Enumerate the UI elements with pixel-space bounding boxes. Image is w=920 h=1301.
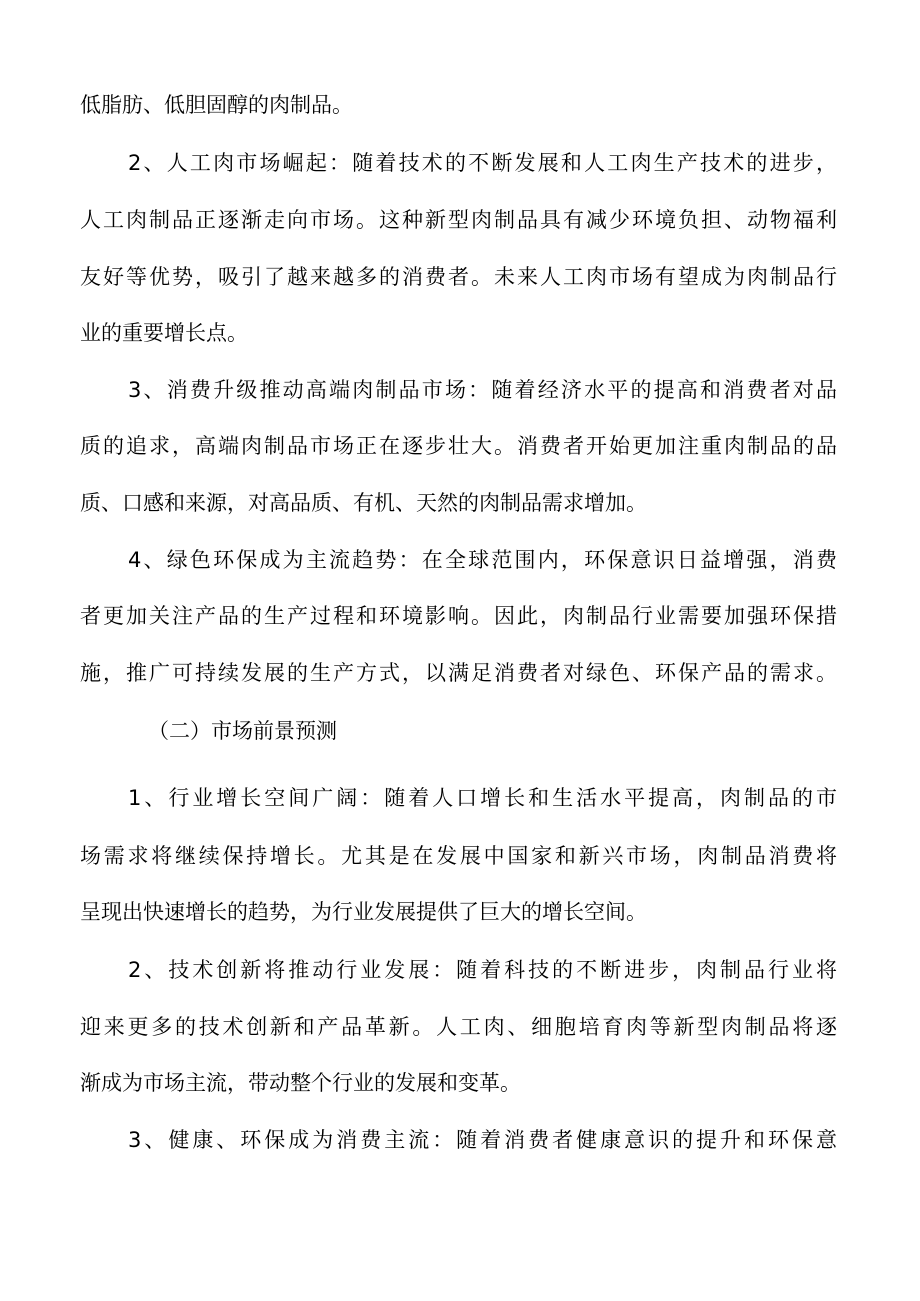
paragraph-0-line-1: 低脂肪、低胆固醇的肉制品。 xyxy=(80,93,353,117)
paragraph-3-line-3: 施，推广可持续发展的生产方式，以满足消费者对绿色、环保产品的需求。 xyxy=(80,661,837,685)
paragraph-5-line-1: 2、技术创新将推动行业发展：随着科技的不断进步，肉制品行业将 xyxy=(128,958,837,982)
paragraph-1-line-1: 2、人工肉市场崛起：随着技术的不断发展和人工肉生产技术的进步， xyxy=(128,151,837,175)
paragraph-4-line-3: 呈现出快速增长的趋势，为行业发展提供了巨大的增长空间。 xyxy=(80,900,647,924)
paragraph-6-line-1: 3、健康、环保成为消费主流：随着消费者健康意识的提升和环保意 xyxy=(128,1128,837,1152)
paragraph-3-line-1: 4、绿色环保成为主流趋势：在全球范围内，环保意识日益增强，消费 xyxy=(128,548,837,572)
paragraph-4-line-2: 场需求将继续保持增长。尤其是在发展中国家和新兴市场，肉制品消费将 xyxy=(80,844,837,868)
paragraph-4-line-1: 1、行业增长空间广阔：随着人口增长和生活水平提高，肉制品的市 xyxy=(128,786,837,810)
section-heading: （二）市场前景预测 xyxy=(148,719,337,743)
paragraph-2-line-1: 3、消费升级推动高端肉制品市场：随着经济水平的提高和消费者对品 xyxy=(128,378,837,402)
paragraph-3-line-2: 者更加关注产品的生产过程和环境影响。因此，肉制品行业需要加强环保措 xyxy=(80,604,837,628)
paragraph-1-line-2: 人工肉制品正逐渐走向市场。这种新型肉制品具有减少环境负担、动物福利 xyxy=(80,208,837,232)
paragraph-5-line-2: 迎来更多的技术创新和产品革新。人工肉、细胞培育肉等新型肉制品将逐 xyxy=(80,1015,837,1039)
paragraph-2-line-3: 质、口感和来源，对高品质、有机、天然的肉制品需求增加。 xyxy=(80,491,647,515)
paragraph-1-line-3: 友好等优势，吸引了越来越多的消费者。未来人工肉市场有望成为肉制品行 xyxy=(80,265,837,289)
paragraph-1-line-4: 业的重要增长点。 xyxy=(80,321,248,345)
paragraph-5-line-3: 渐成为市场主流，带动整个行业的发展和变革。 xyxy=(80,1071,521,1095)
paragraph-2-line-2: 质的追求，高端肉制品市场正在逐步壮大。消费者开始更加注重肉制品的品 xyxy=(80,434,837,458)
